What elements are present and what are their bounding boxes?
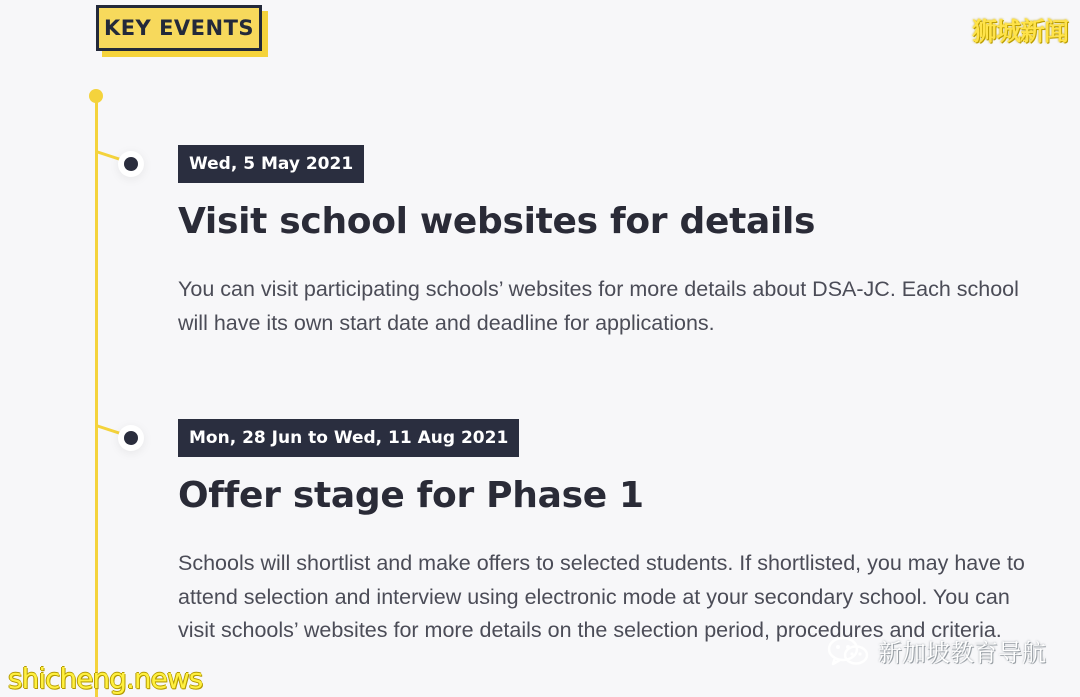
event-date-badge: Mon, 28 Jun to Wed, 11 Aug 2021 [178,419,519,457]
event-title: Visit school websites for details [178,201,816,242]
key-events-badge: KEY EVENTS [96,5,262,51]
watermark-top-right: 狮城新闻 [971,17,1068,46]
event-description: You can visit participating schools’ websites for more details about DSA-JC. Each school will have its own start date and deadline for applications. [178,277,1019,335]
event-date-badge: Wed, 5 May 2021 [178,145,364,183]
event-title: Offer stage for Phase 1 [178,475,644,516]
timeline-line [95,95,98,697]
timeline-event-dot [124,431,138,445]
timeline-start-dot [89,89,103,103]
event-description: Schools will shortlist and make offers to selected students. If shortlisted, you may have to attend selection and interview using electronic mode at your secondary school. You can visit schools’ websites for more details on the selection period, procedures and criteria. [178,551,1025,642]
key-events-header [96,5,268,57]
watermark-bottom-right [826,633,1046,668]
watermark-bottom-left: shicheng.news [8,662,203,695]
timeline-event-dot [124,157,138,171]
wechat-icon [826,635,870,667]
watermark-bottom-right-text: 新加坡教育导航 [878,639,1046,667]
